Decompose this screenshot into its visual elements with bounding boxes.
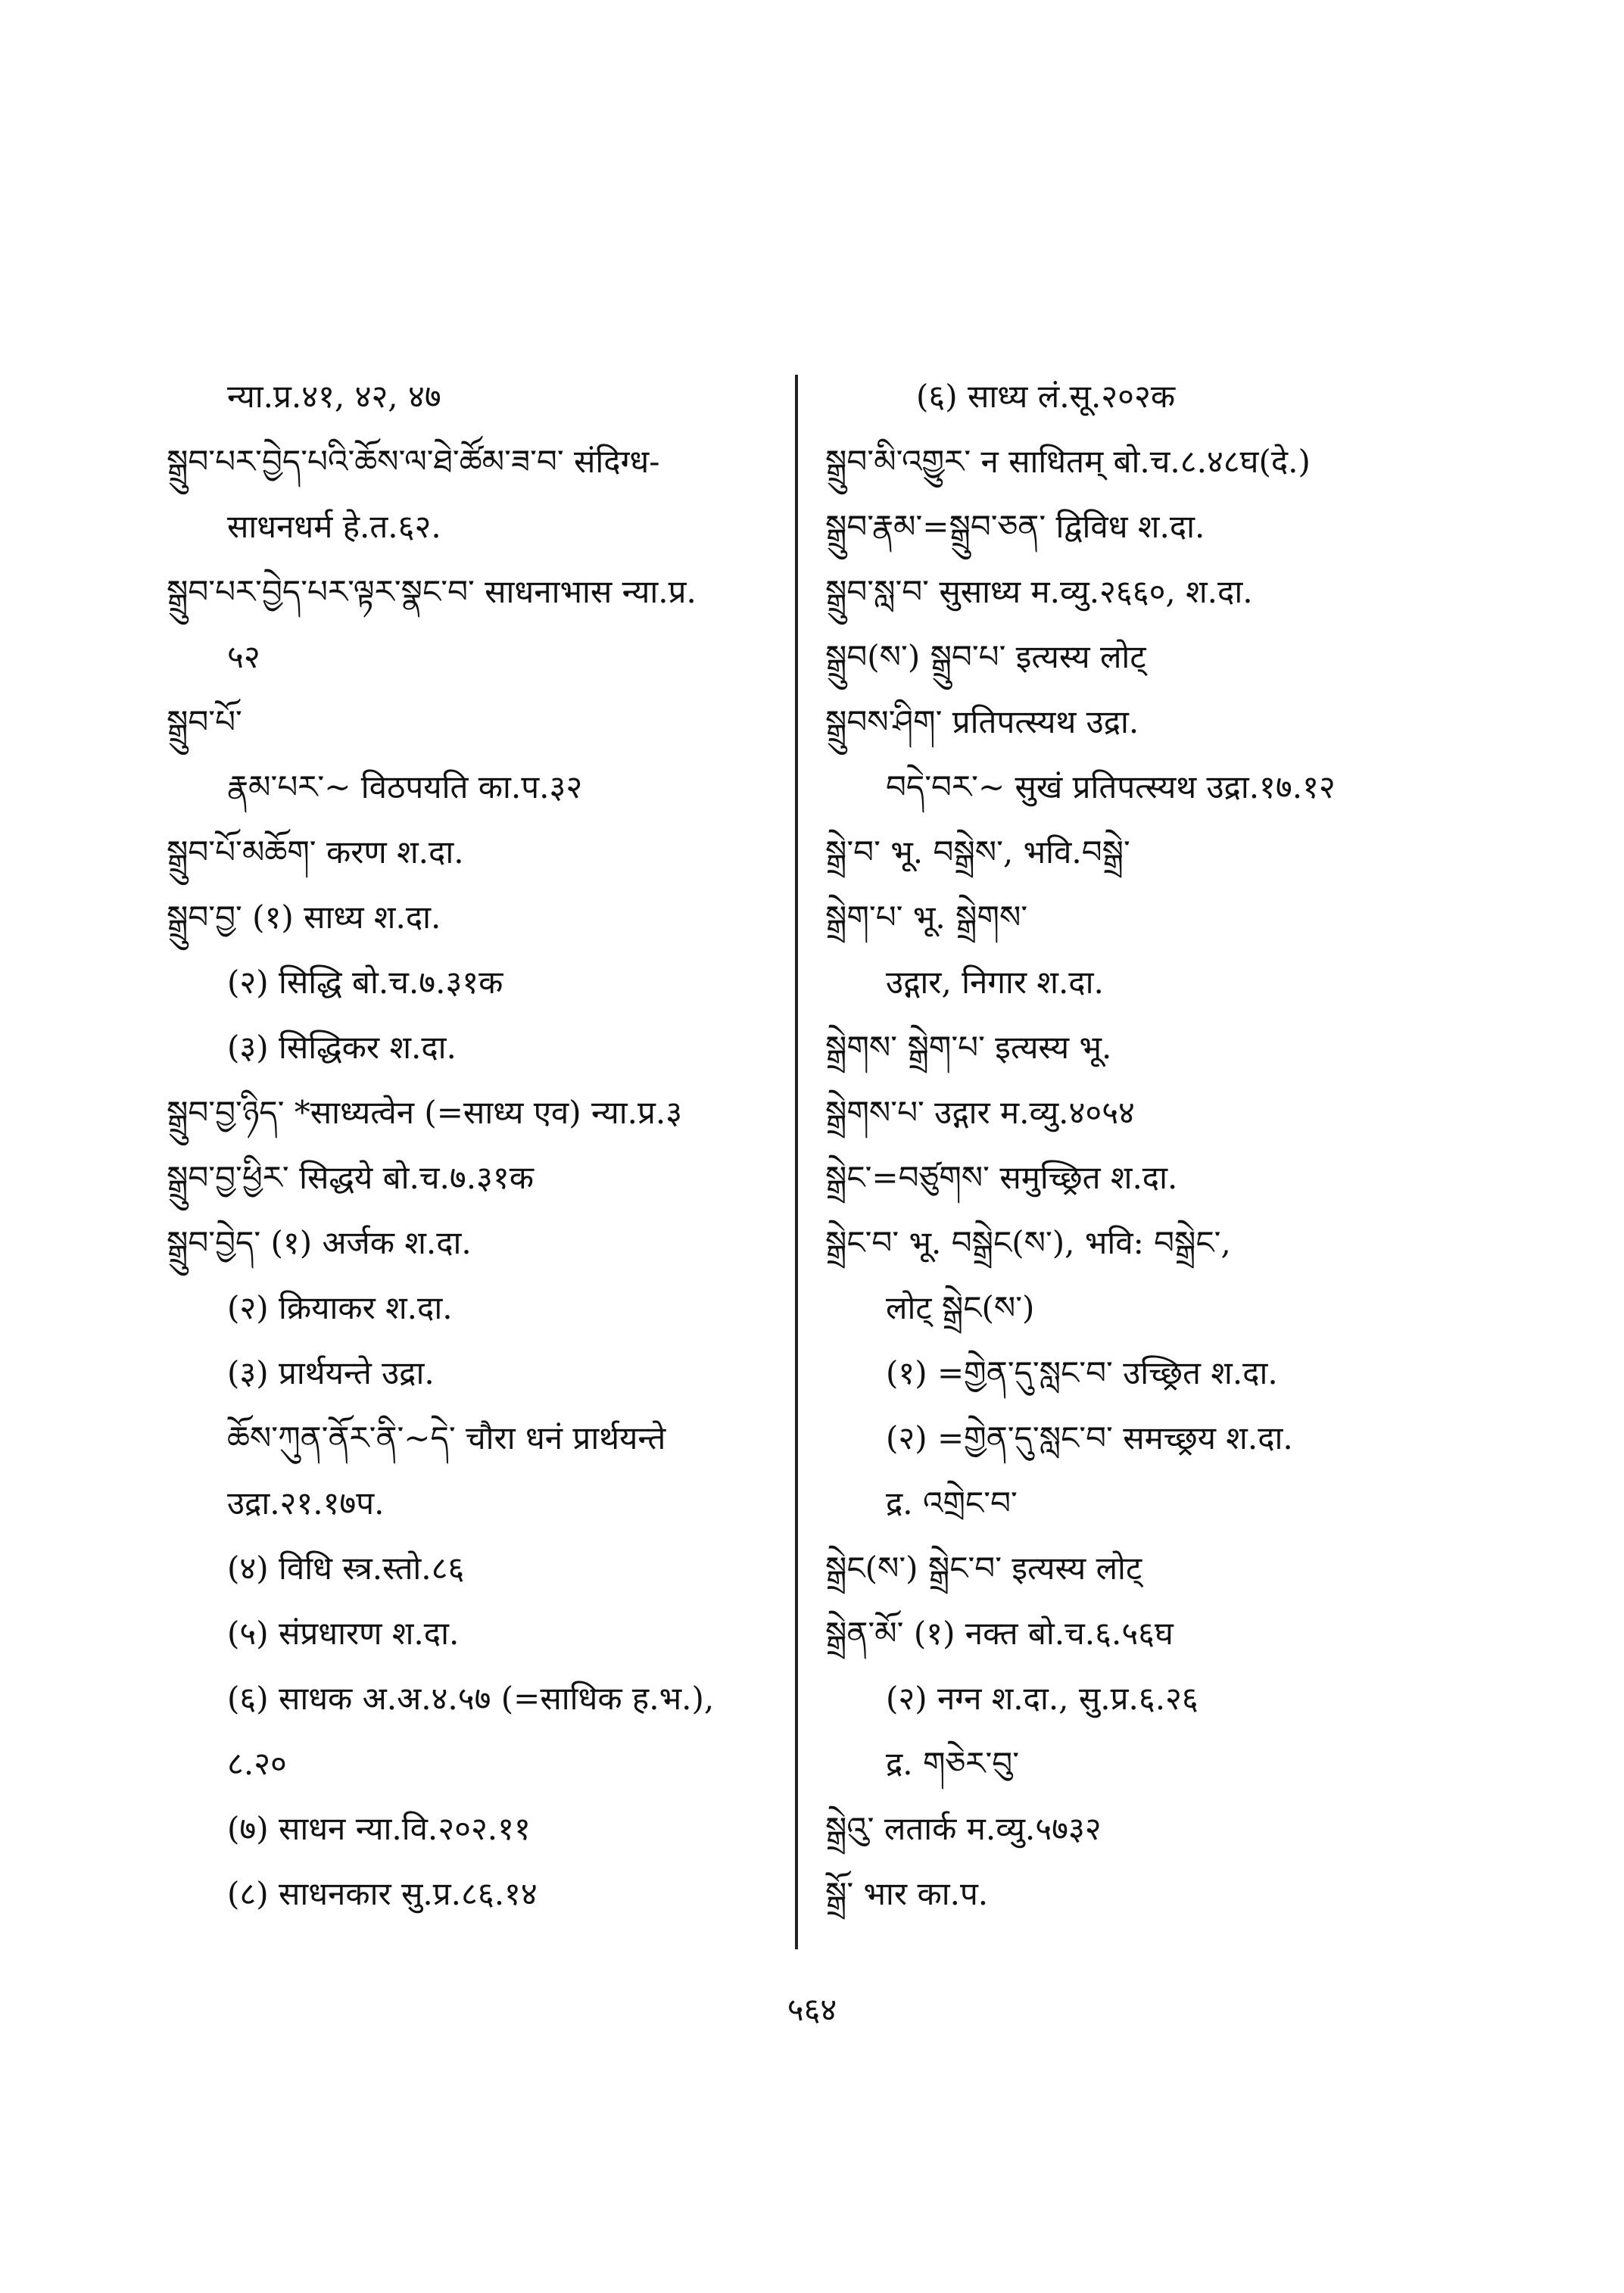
right-entry-line: སྒྲུབ་མི་འགྱུར་ न साधितम् बो.च.८.४८घ(दे.) — [825, 443, 1311, 480]
column-divider — [795, 375, 798, 1949]
left-entry-line: ८.२० — [227, 1745, 287, 1782]
right-entry-line: སྒྲེ་བ་ भू. བསྒྲེས་, भवि.བསྒྲེ་ — [825, 833, 1130, 871]
left-entry-line: (७) साधन न्या.वि.२०२.११ — [227, 1810, 531, 1847]
right-entry-line: སྒྲུབ(ས་) སྒྲུབ་པ་ इत्यस्य लोट् — [825, 638, 1146, 675]
right-entry-line: སྒྲུབས་ཤིག་ प्रतिपत्स्यथ उद्रा. — [825, 703, 1139, 740]
right-entry-line: उद्गार, निगार श.दा. — [886, 964, 1104, 1001]
left-entry-line: (२) क्रियाकर श.दा. — [227, 1289, 453, 1326]
left-entry-line: साधनधर्म हे.त.६२. — [227, 508, 441, 545]
left-entry-line: སྒྲུབ་བྱ་ཉིད་ *साध्यत्वेन (=साध्य एव) न्या.प्र.३ — [167, 1094, 683, 1131]
right-entry-line: སྒྲེའུ་ लतार्क म.व्यु.५७३२ — [825, 1810, 1102, 1847]
right-entry-line: (६) साध्य लं.सू.२०२क — [916, 378, 1176, 415]
left-entry-line: उद्रा.२१.१७प. — [227, 1485, 385, 1522]
right-entry-line: སྒྲུབ་རྣམ་=སྒྲུབ་ཅན་ द्विविध श.दा. — [825, 508, 1205, 545]
right-entry-line: लोट् སྒྲེང(ས་) — [886, 1289, 1035, 1326]
right-entry-line: སྒྲེག་པ་ भू. སྒྲེགས་ — [825, 899, 1028, 936]
left-entry-line: (६) साधक अ.अ.४.५७ (=साधिक ह.भ.), — [227, 1680, 715, 1717]
right-entry-line: སྒྲུབ་སླ་བ་ सुसाध्य म.व्यु.२६६०, श.दा. — [825, 573, 1253, 610]
right-entry-line: སྒྲོ་ भार का.प. — [825, 1875, 989, 1912]
right-entry-line: སྒྲེགས་པ་ उद्गार म.व्यु.४०५४ — [825, 1094, 1135, 1131]
left-entry-line: སྒྲུབ་བྱ་ཕྱིར་ सिद्धये बो.च.७.३१क — [167, 1159, 534, 1196]
left-entry-line: (५) संप्रधारण श.दा. — [227, 1615, 460, 1652]
left-entry-line: न्या.प्र.४१, ४२, ४७ — [227, 378, 441, 415]
page-number: ५६४ — [787, 1991, 837, 2028]
left-entry-line: སྒྲུབ་པར་བྱེད་པར་ལྟར་སྣང་བ་ साधनाभास न्या.प्र. — [167, 573, 697, 610]
left-entry-line: ५२ — [227, 638, 260, 675]
right-entry-line: (२) नग्न श.दा., सु.प्र.६.२६ — [886, 1680, 1199, 1717]
left-entry-line: (२) सिद्धि बो.च.७.३१क — [227, 964, 503, 1001]
right-entry-line: བདེ་བར་~ सुखं प्रतिपत्स्यथ उद्रा.१७.१२ — [886, 768, 1336, 805]
right-entry-line: སྒྲེགས་ སྒྲེག་པ་ इत्यस्य भू. — [825, 1029, 1112, 1066]
left-entry-line: (३) प्रार्थयन्ते उद्रा. — [227, 1354, 435, 1391]
left-entry-line: ཆོས་ཀུན་ནོར་ནི་~དེ་ चौरा धनं प्रार्थयन्ते — [227, 1419, 666, 1456]
left-entry-line: སྒྲུབ་པོ་མཆོག་ करण श.दा. — [167, 833, 464, 871]
left-entry-line: སྒྲུབ་པར་བྱེད་པའི་ཆོས་ལ་ཐེ་ཚོམ་ཟ་བ་ संदिग्ध- — [167, 443, 660, 480]
left-column — [167, 379, 772, 1941]
right-entry-line: སྒྲེང་=བཙུགས་ समुच्छ्रित श.दा. — [825, 1159, 1178, 1196]
left-entry-line: (८) साधनकार सु.प्र.८६.१४ — [227, 1875, 538, 1912]
left-entry-line: (४) विधि स्त्र.स्तो.८६ — [227, 1550, 465, 1587]
left-entry-line: སྒྲུབ་བྱ་ (१) साध्य श.दा. — [167, 899, 441, 936]
right-entry-line: द्र. གཅེར་བུ་ — [886, 1745, 1020, 1782]
left-entry-line: (३) सिद्धिकर श.दा. — [227, 1029, 457, 1066]
left-entry-line: རྣམ་པར་~ विठपयति का.प.३२ — [227, 768, 583, 805]
left-entry-line: སྒྲུབ་བྱེད་ (१) अर्जक श.दा. — [167, 1224, 472, 1261]
right-column — [825, 379, 1484, 1941]
right-entry-line: སྒྲེན་མོ་ (१) नक्त बो.च.६.५६घ — [825, 1615, 1174, 1652]
right-entry-line: སྒྲེང(ས་) སྒྲེང་བ་ इत्यस्य लोट् — [825, 1550, 1142, 1587]
right-entry-line: སྒྲེང་བ་ भू. བསྒྲེང(ས་), भवि: བསྒྲེང་, — [825, 1224, 1231, 1261]
right-entry-line: (२) =གྱེན་དུ་སླང་བ་ समच्छ्रय श.दा. — [886, 1419, 1293, 1456]
right-entry-line: (१) =གྱེན་དུ་སླང་བ་ उच्छ्रित श.दा. — [886, 1354, 1278, 1391]
left-entry-line: སྒྲུབ་པོ་ — [167, 703, 242, 740]
right-entry-line: द्र. འགྲེང་བ་ — [886, 1485, 1018, 1522]
